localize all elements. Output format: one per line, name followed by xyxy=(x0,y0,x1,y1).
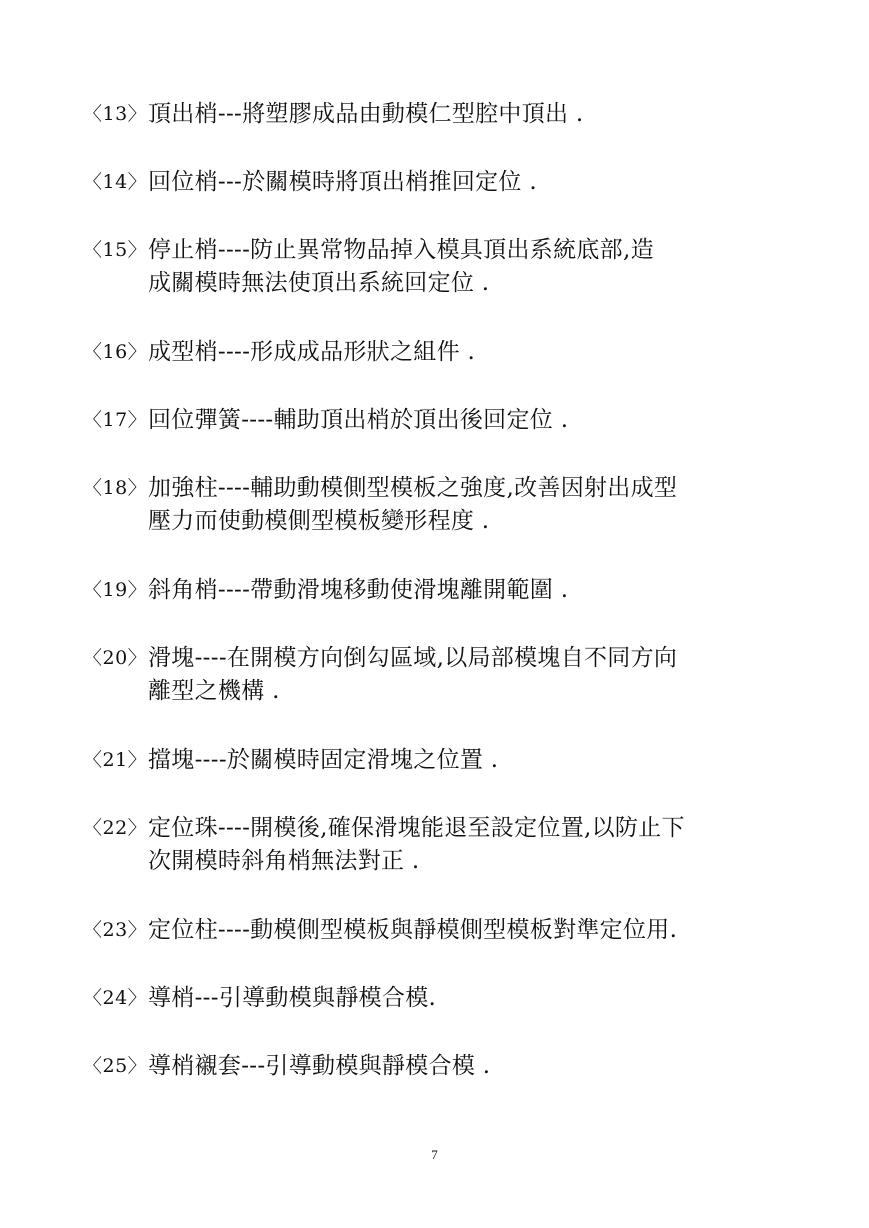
entry-text: 斜角梢----帶動滑塊移動使滑塊離開範圍 . xyxy=(148,577,569,603)
entry-number: 〈25〉 xyxy=(83,1055,148,1077)
entry-text: 加強柱----輔助動模側型模板之強度,改善因射出成型 xyxy=(148,475,678,501)
entry-number: 〈18〉 xyxy=(83,477,148,499)
entry-number: 〈13〉 xyxy=(83,103,148,125)
page-number: 7 xyxy=(431,1147,438,1162)
entry-text: 滑塊----在開模方向倒勾區域,以局部模塊自不同方向 xyxy=(148,645,678,671)
entry-number: 〈16〉 xyxy=(83,341,148,363)
entry-text: 導梢---引導動模與靜模合模. xyxy=(148,985,437,1011)
entry-number: 〈14〉 xyxy=(83,171,148,193)
entry-number: 〈21〉 xyxy=(83,749,148,771)
entry-text: 擋塊----於關模時固定滑塊之位置 . xyxy=(148,747,499,773)
entry-text: 定位珠----開模後,確保滑塊能退至設定位置,以防止下 xyxy=(148,815,685,841)
entry-text: 頂出梢---將塑膠成品由動模仁型腔中頂出 . xyxy=(148,101,584,127)
entry-text-continued: 次開模時斜角梢無法對正 . xyxy=(148,848,420,874)
entry-text: 停止梢----防止異常物品掉入模具頂出系統底部,造 xyxy=(148,237,654,263)
entry-text-continued: 成關模時無法使頂出系統回定位 . xyxy=(148,270,490,296)
entry-text: 成型梢----形成成品形狀之組件 . xyxy=(148,339,476,365)
entry-number: 〈19〉 xyxy=(83,579,148,601)
entry-text: 定位柱----動模側型模板與靜模側型模板對準定位用. xyxy=(148,917,678,943)
entry-text: 回位梢---於關模時將頂出梢推回定位 . xyxy=(148,169,537,195)
entry-number: 〈17〉 xyxy=(83,409,148,431)
entry-number: 〈15〉 xyxy=(83,239,148,261)
entry-number: 〈24〉 xyxy=(83,987,148,1009)
entry-text: 導梢襯套---引導動模與靜模合模 . xyxy=(148,1053,491,1079)
entry-text-continued: 壓力而使動模側型模板變形程度 . xyxy=(148,508,490,534)
entry-number: 〈23〉 xyxy=(83,919,148,941)
entry-text: 回位彈簧----輔助頂出梢於頂出後回定位 . xyxy=(148,407,569,433)
entry-text-continued: 離型之機構 . xyxy=(148,678,280,704)
entry-number: 〈22〉 xyxy=(83,817,148,839)
entry-number: 〈20〉 xyxy=(83,647,148,669)
